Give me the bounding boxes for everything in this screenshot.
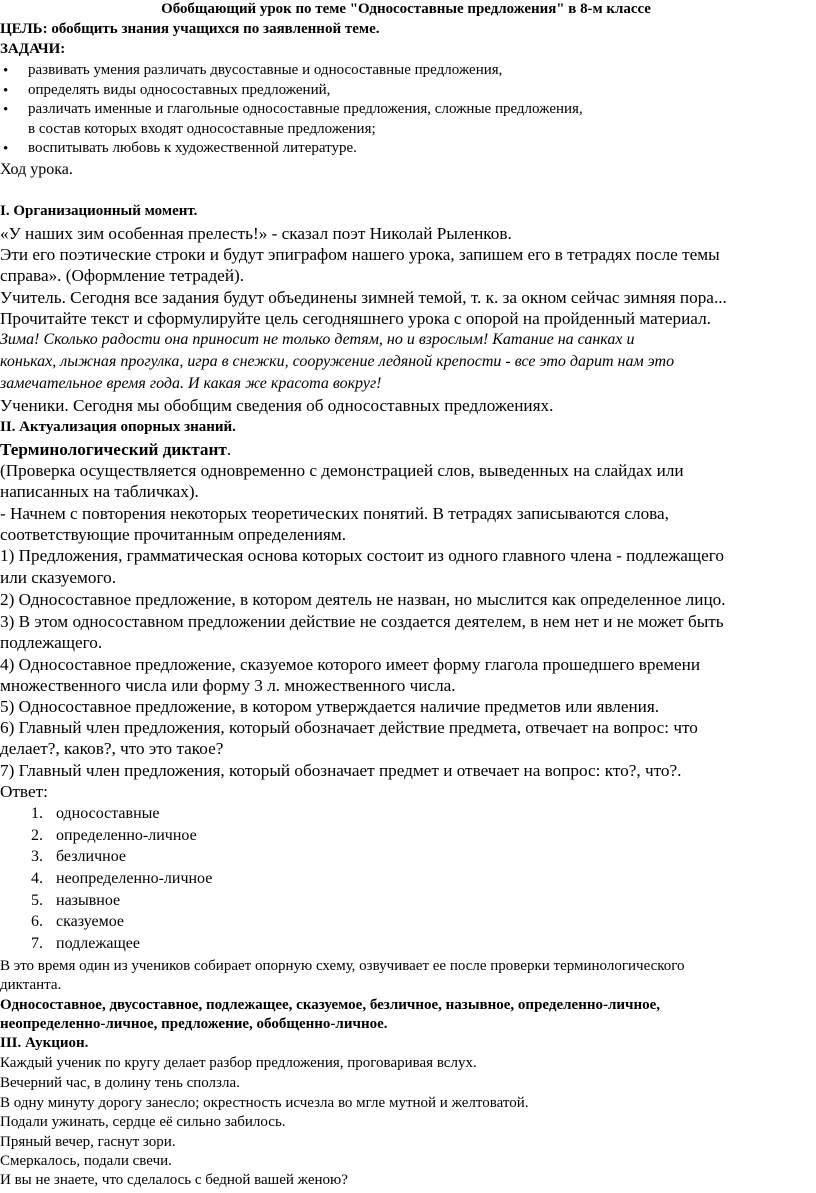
paragraph-line: 4) Односоставное предложение, сказуемое которого имеет форму глагола прошедшего времени bbox=[0, 655, 701, 674]
paragraph-line: подлежащего. bbox=[0, 633, 103, 652]
document-title: Обобщающий урок по теме "Односоставные предложения" в 8-м классе bbox=[161, 1, 651, 17]
dictation-title-dot: . bbox=[226, 440, 232, 459]
answer-item: сказуемое bbox=[56, 913, 125, 930]
answer-item: определенно-личное bbox=[56, 827, 197, 844]
answer-label: Ответ: bbox=[0, 782, 48, 801]
list-number: 2. bbox=[31, 827, 43, 844]
example-sentence: Вечерний час, в долину тень сползла. bbox=[0, 1075, 240, 1091]
lesson-goal: ЦЕЛЬ: обобщить знания учащихся по заявленной теме. bbox=[0, 21, 380, 37]
answer-item: назывное bbox=[56, 892, 121, 909]
answer-item: односоставные bbox=[56, 805, 160, 822]
bullet-icon: • bbox=[3, 83, 9, 99]
dictation-title-text: Терминологический диктант bbox=[0, 440, 227, 459]
section-heading: III. Аукцион. bbox=[0, 1035, 89, 1051]
paragraph-line: Прочитайте текст и сформулируйте цель сегодняшнего урока с опорой на пройденный материал. bbox=[0, 309, 711, 328]
example-sentence: И вы не знаете, что сделалось с бедной вашей женою? bbox=[0, 1172, 348, 1188]
paragraph-line: справа». (Оформление тетрадей). bbox=[0, 266, 245, 285]
italic-text-line: Зима! Сколько радости она приносит не только детям, но и взрослым! Катание на санках и bbox=[0, 331, 635, 348]
task-item: различать именные и глагольные односоставные предложения, сложные предложения, bbox=[28, 101, 583, 117]
paragraph-line: написанных на табличках). bbox=[0, 482, 199, 501]
task-item-continuation: в состав которых входят односоставные предложения; bbox=[28, 121, 376, 137]
paragraph-line: «У наших зим особенная прелесть!» - сказал поэт Николай Рыленков. bbox=[0, 224, 512, 243]
bullet-icon: • bbox=[3, 102, 9, 118]
paragraph-line: 6) Главный член предложения, который обозначает действие предмета, отвечает на вопрос: что bbox=[0, 718, 698, 737]
task-item: определять виды односоставных предложений, bbox=[28, 82, 331, 98]
list-number: 1. bbox=[31, 805, 43, 822]
list-number: 6. bbox=[31, 913, 43, 930]
paragraph-line: 3) В этом односоставном предложении действие не создается деятелем, в нем нет и не может быть bbox=[0, 612, 724, 631]
paragraph-line: 2) Односоставное предложение, в котором деятель не назван, но мыслится как определенное лицо. bbox=[0, 590, 726, 609]
italic-text-line: коньках, лыжная прогулка, игра в снежки, сооружение ледяной крепости - все это дарит нам это bbox=[0, 353, 675, 370]
tasks-heading: ЗАДАЧИ: bbox=[0, 41, 66, 57]
list-number: 5. bbox=[31, 892, 43, 909]
section-heading: I. Организационный момент. bbox=[0, 203, 198, 219]
section-heading: II. Актуализация опорных знаний. bbox=[0, 419, 236, 435]
list-number: 3. bbox=[31, 848, 43, 865]
answer-item: безличное bbox=[56, 848, 126, 865]
paragraph-line: Эти его поэтические строки и будут эпиграфом нашего урока, запишем его в тетрадях после темы bbox=[0, 245, 720, 264]
paragraph-line: или сказуемого. bbox=[0, 568, 117, 587]
paragraph-line: В это время один из учеников собирает опорную схему, озвучивает ее после проверки терминологического bbox=[0, 958, 685, 974]
paragraph-line: 1) Предложения, грамматическая основа которых состоит из одного главного члена - подлежащего bbox=[0, 546, 724, 565]
paragraph-line: множественного числа или форму 3 л. множественного числа. bbox=[0, 676, 456, 695]
example-sentence: Пряный вечер, гаснут зори. bbox=[0, 1134, 176, 1150]
paragraph-line: 5) Односоставное предложение, в котором утверждается наличие предметов или явления. bbox=[0, 697, 660, 716]
task-item: воспитывать любовь к художественной литературе. bbox=[28, 140, 357, 156]
bullet-icon: • bbox=[3, 63, 9, 79]
task-item: развивать умения различать двусоставные и односоставные предложения, bbox=[28, 62, 503, 78]
paragraph-line: диктанта. bbox=[0, 977, 62, 993]
example-sentence: Смеркалось, подали свечи. bbox=[0, 1153, 172, 1169]
answer-item: неопределенно-личное bbox=[56, 870, 213, 887]
lesson-heading: Ход урока. bbox=[0, 161, 73, 178]
paragraph-line: Ученики. Сегодня мы обобщим сведения об односоставных предложениях. bbox=[0, 396, 554, 415]
terms-line: Односоставное, двусоставное, подлежащее, сказуемое, безличное, назывное, определенно-личное, bbox=[0, 997, 661, 1013]
paragraph-line: - Начнем с повторения некоторых теоретических понятий. В тетрадях записываются слова, bbox=[0, 504, 669, 523]
italic-text-line: замечательное время года. И какая же красота вокруг! bbox=[0, 375, 382, 392]
paragraph-line: соответствующие прочитанным определениям. bbox=[0, 525, 347, 544]
terms-line: неопределенно-личное, предложение, обобщенно-личное. bbox=[0, 1016, 388, 1032]
list-number: 4. bbox=[31, 870, 43, 887]
paragraph-line: (Проверка осуществляется одновременно с демонстрацией слов, выведенных на слайдах или bbox=[0, 461, 684, 480]
paragraph-line: Учитель. Сегодня все задания будут объединены зимней темой, т. к. за окном сейчас зимняя пора... bbox=[0, 288, 727, 307]
answer-item: подлежащее bbox=[56, 935, 141, 952]
example-sentence: В одну минуту дорогу занесло; окрестность исчезла во мгле мутной и желтоватой. bbox=[0, 1095, 529, 1111]
paragraph-line: делает?, каков?, что это такое? bbox=[0, 739, 224, 758]
paragraph-line: Каждый ученик по кругу делает разбор предложения, проговаривая вслух. bbox=[0, 1055, 477, 1071]
example-sentence: Подали ужинать, сердце её сильно забилось. bbox=[0, 1114, 286, 1130]
dictation-title bbox=[0, 440, 231, 460]
list-number: 7. bbox=[31, 935, 43, 952]
paragraph-line: 7) Главный член предложения, который обозначает предмет и отвечает на вопрос: кто?, что?. bbox=[0, 761, 682, 780]
bullet-icon: • bbox=[3, 141, 9, 157]
